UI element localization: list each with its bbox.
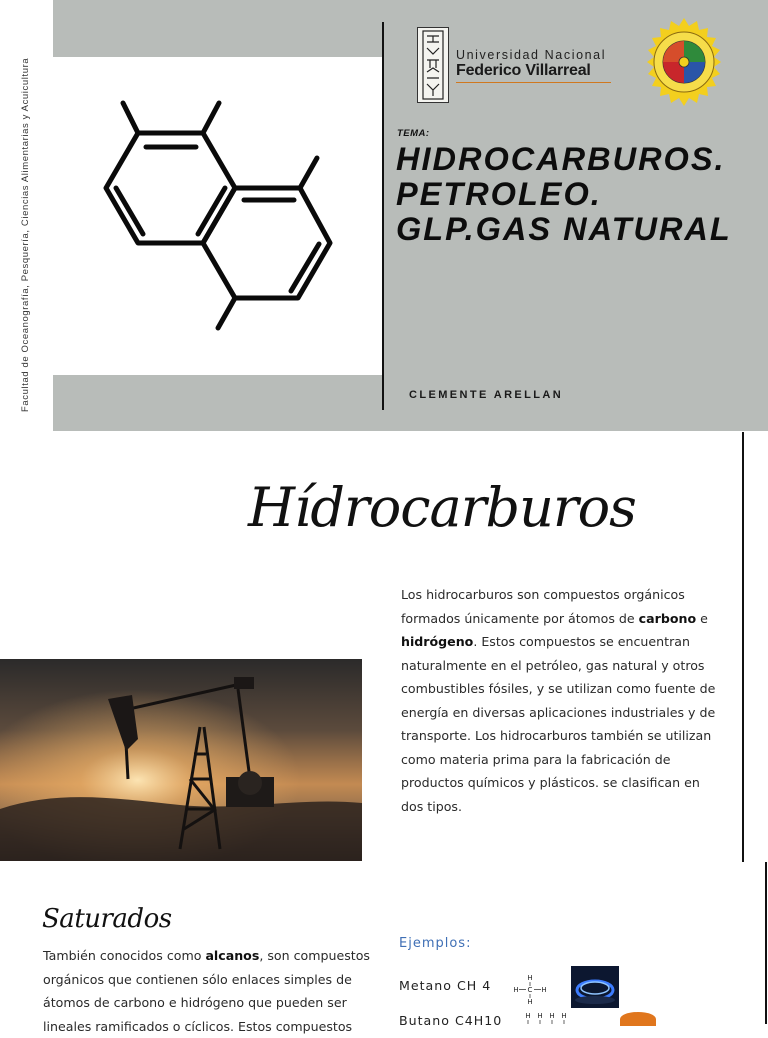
molecule-panel [53, 57, 383, 375]
svg-text:H: H [513, 986, 519, 994]
example-butano: Butano C4H10 [399, 1013, 503, 1028]
cover-title-line-1: HIDROCARBUROS. [396, 141, 726, 177]
svg-text:H: H [537, 1012, 543, 1020]
author-name: CLEMENTE ARELLAN [409, 389, 564, 401]
university-underline [456, 82, 611, 83]
example-metano: Metano CH 4 [399, 978, 492, 993]
saturados-divider [765, 862, 767, 1024]
topic-label: TEMA: [397, 128, 430, 139]
butane-formula-icon [522, 1010, 572, 1024]
orange-flame-graphic [620, 1012, 656, 1026]
saturados-paragraph: También conocidos como alcanos, son compuestos orgánicos que contienen sólo enlaces simples de átomos de carbono e hidrógeno que pueden ser lineales ramificados o cíclicos. Estos compuestos [43, 948, 370, 1034]
oil-pumpjack-photo [0, 659, 362, 861]
faculty-side-text: Facultad de Oceanografía, Pesquería, Ciencias Alimentarias y Acuicultura [20, 57, 31, 412]
section-divider [742, 432, 744, 862]
saturados-title: Saturados [42, 904, 172, 934]
intro-paragraph: Los hidrocarburos son compuestos orgánicos formados únicamente por átomos de carbono e hidrógeno. Estos compuestos se encuentran naturalmente en el petróleo, gas natural y otros combustibles fósiles, y se utilizan como fuente de energía en diversas aplicaciones industriales y de transporte. Los hidrocarburos también se utilizan como materia prima para la fabricación de productos químicos y plásticos. se clasifican en dos tipos. [401, 587, 716, 814]
svg-text:H: H [561, 1012, 567, 1020]
svg-text:H: H [549, 1012, 555, 1020]
cover-divider [382, 22, 384, 410]
faculty-seal-icon [640, 18, 728, 106]
university-name-line1: Universidad Nacional [456, 48, 607, 62]
svg-text:H: H [527, 974, 533, 982]
dimethylnaphthalene-structure-icon [53, 57, 383, 375]
svg-text:H: H [541, 986, 547, 994]
methane-formula-icon [510, 972, 550, 1006]
svg-text:H: H [527, 998, 533, 1006]
university-crest-icon [417, 27, 449, 103]
svg-text:H: H [525, 1012, 531, 1020]
gas-flame-photo [571, 966, 619, 1008]
university-name-line2: Federico Villarreal [456, 62, 591, 79]
examples-label: Ejemplos: [399, 936, 472, 951]
section-title: Hídrocarburos [248, 476, 636, 539]
cover-title-line-3: GLP.GAS NATURAL [396, 211, 732, 247]
svg-text:C: C [527, 986, 533, 994]
cover-title-line-2: PETROLEO. [396, 176, 602, 212]
